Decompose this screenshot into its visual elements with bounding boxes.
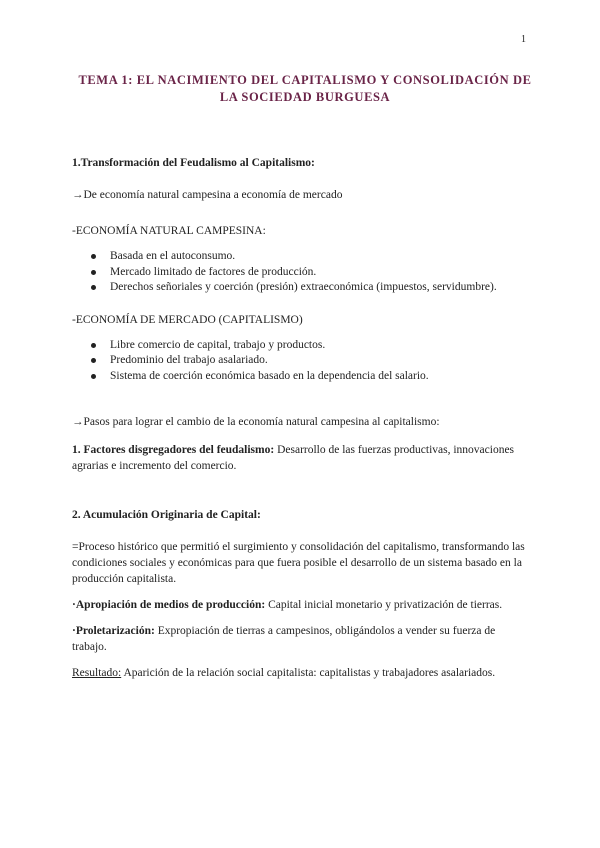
list-item: Mercado limitado de factores de producción.	[72, 265, 532, 281]
document-body	[72, 155, 532, 681]
market-economy-title: -ECONOMÍA DE MERCADO (CAPITALISMO)	[72, 313, 303, 326]
resultado-text: Aparición de la relación social capitalista: capitalistas y trabajadores asalariados.	[121, 667, 496, 679]
list-item: Derechos señoriales y coerción (presión) extraeconómica (impuestos, servidumbre).	[72, 280, 532, 296]
section-1-intro: →De economía natural campesina a economía de mercado	[72, 189, 343, 201]
page-number: 1	[521, 34, 526, 45]
document-title	[60, 72, 550, 106]
title-line-1: TEMA 1: EL NACIMIENTO DEL CAPITALISMO Y CONSOLIDACIÓN DE	[78, 73, 532, 87]
apropiacion-label: ·Apropiación de medios de producción:	[72, 599, 266, 611]
natural-economy-title: -ECONOMÍA NATURAL CAMPESINA:	[72, 225, 266, 237]
list-item: Sistema de coerción económica basado en la dependencia del salario.	[72, 369, 532, 385]
factors-paragraph	[72, 442, 532, 474]
proletarizacion-text: Expropiación de tierras a campesinos, obligándolos a vender su fuerza de trabajo.	[72, 625, 496, 653]
section-2-heading: 2. Acumulación Originaria de Capital:	[72, 509, 261, 521]
steps-intro: →Pasos para lograr el cambio de la economía natural campesina al capitalismo:	[72, 416, 440, 428]
factors-text: Desarrollo de las fuerzas productivas, innovaciones agrarias e incremento del comercio.	[72, 444, 515, 472]
proletarizacion-paragraph	[72, 623, 532, 655]
natural-economy-list	[72, 249, 532, 296]
resultado-label: Resultado:	[72, 667, 122, 679]
section-2-definition: =Proceso histórico que permitió el surgimiento y consolidación del capitalismo, transformando las condiciones sociales y económicas para que fuera posible el desarrollo de un sistema basado en la producción capitalista.	[72, 541, 525, 585]
list-item: Predominio del trabajo asalariado.	[72, 353, 532, 369]
proletarizacion-label: ·Proletarización:	[72, 625, 155, 637]
section-1-heading: 1.Transformación del Feudalismo al Capitalismo:	[72, 157, 315, 169]
market-economy-list	[72, 338, 532, 385]
list-item: Basada en el autoconsumo.	[72, 249, 532, 265]
apropiacion-paragraph	[72, 597, 532, 613]
title-line-2: LA SOCIEDAD BURGUESA	[219, 90, 391, 104]
apropiacion-text: Capital inicial monetario y privatización de tierras.	[265, 599, 503, 611]
factors-label: 1. Factores disgregadores del feudalismo:	[72, 444, 275, 456]
list-item: Libre comercio de capital, trabajo y productos.	[72, 338, 532, 354]
resultado-paragraph	[72, 665, 532, 681]
